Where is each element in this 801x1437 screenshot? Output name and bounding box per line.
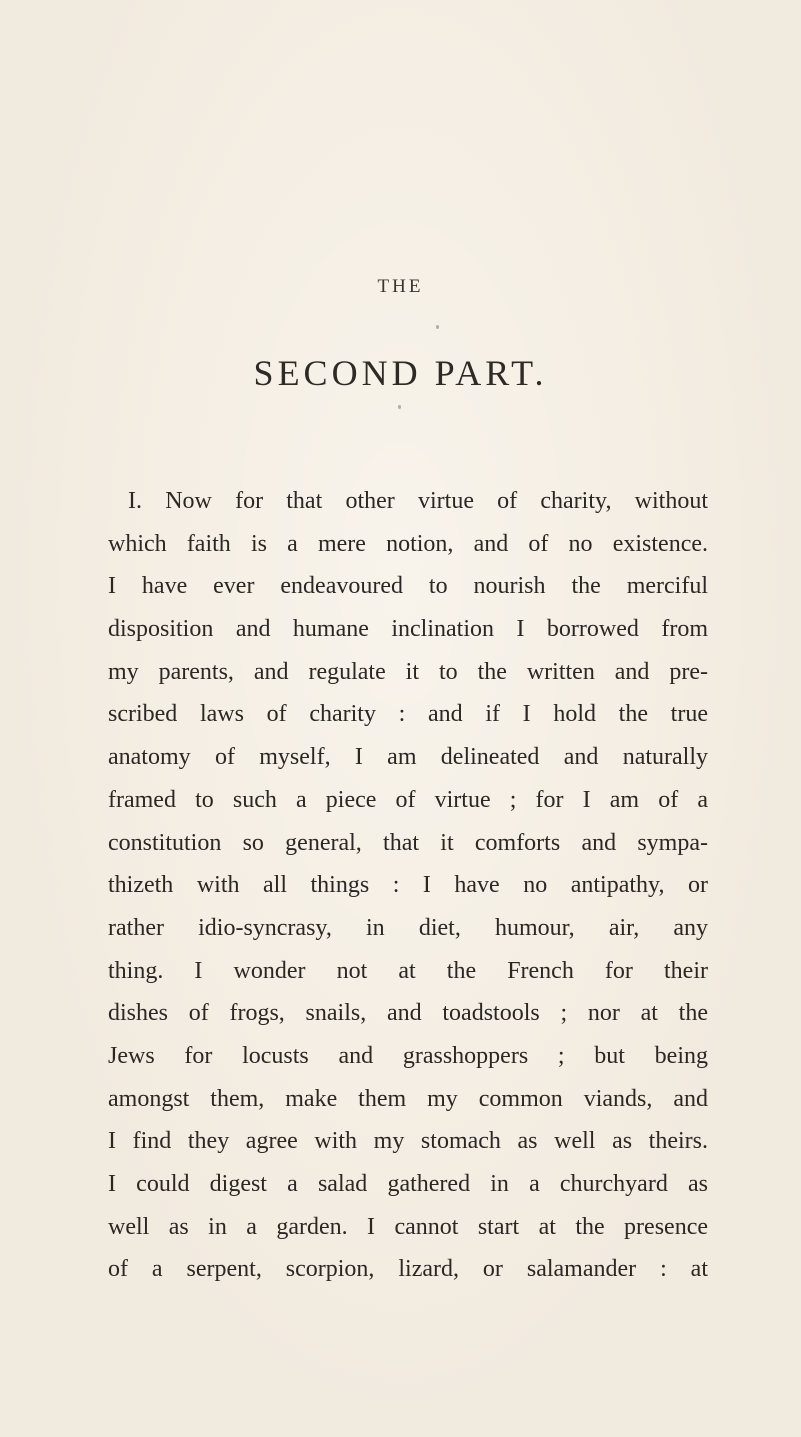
text-line: dishes of frogs, snails, and toadstools ; nor at the (108, 1000, 708, 1027)
text-line: scribed laws of charity : and if I hold the true (108, 701, 708, 728)
text-line: amongst them, make them my common viands, and (108, 1085, 708, 1112)
text-line: I have ever endeavoured to nourish the merciful (108, 573, 708, 600)
text-line: disposition and humane inclination I borrowed from (108, 616, 708, 643)
section-title: SECOND PART. (253, 353, 548, 393)
text-line: framed to such a piece of virtue ; for I am of a (108, 786, 708, 813)
text-line: thing. I wonder not at the French for their (108, 957, 708, 984)
heading-kicker: THE (377, 276, 424, 297)
text-line: of a serpent, scorpion, lizard, or salamander : at (108, 1256, 708, 1283)
text-line: I could digest a salad gathered in a churchyard as (108, 1171, 708, 1197)
text-line: I. Now for that other virtue of charity, without (128, 488, 708, 514)
text-line: my parents, and regulate it to the written and pre- (108, 658, 708, 685)
ink-speck (398, 405, 401, 409)
ink-speck (436, 325, 439, 329)
text-line: I find they agree with my stomach as well as theirs. (108, 1128, 708, 1155)
text-line: anatomy of myself, I am delineated and naturally (108, 744, 708, 771)
text-line: constitution so general, that it comforts and sympa- (108, 829, 708, 856)
text-line: which faith is a mere notion, and of no existence. (108, 530, 708, 557)
text-line: rather idio-syncrasy, in diet, humour, air, any (108, 914, 708, 941)
body-paragraph (108, 480, 708, 1291)
text-line: well as in a garden. I cannot start at the presence (108, 1213, 708, 1240)
text-line: thizeth with all things : I have no antipathy, or (108, 872, 708, 899)
text-line: Jews for locusts and grasshoppers ; but being (108, 1042, 708, 1069)
